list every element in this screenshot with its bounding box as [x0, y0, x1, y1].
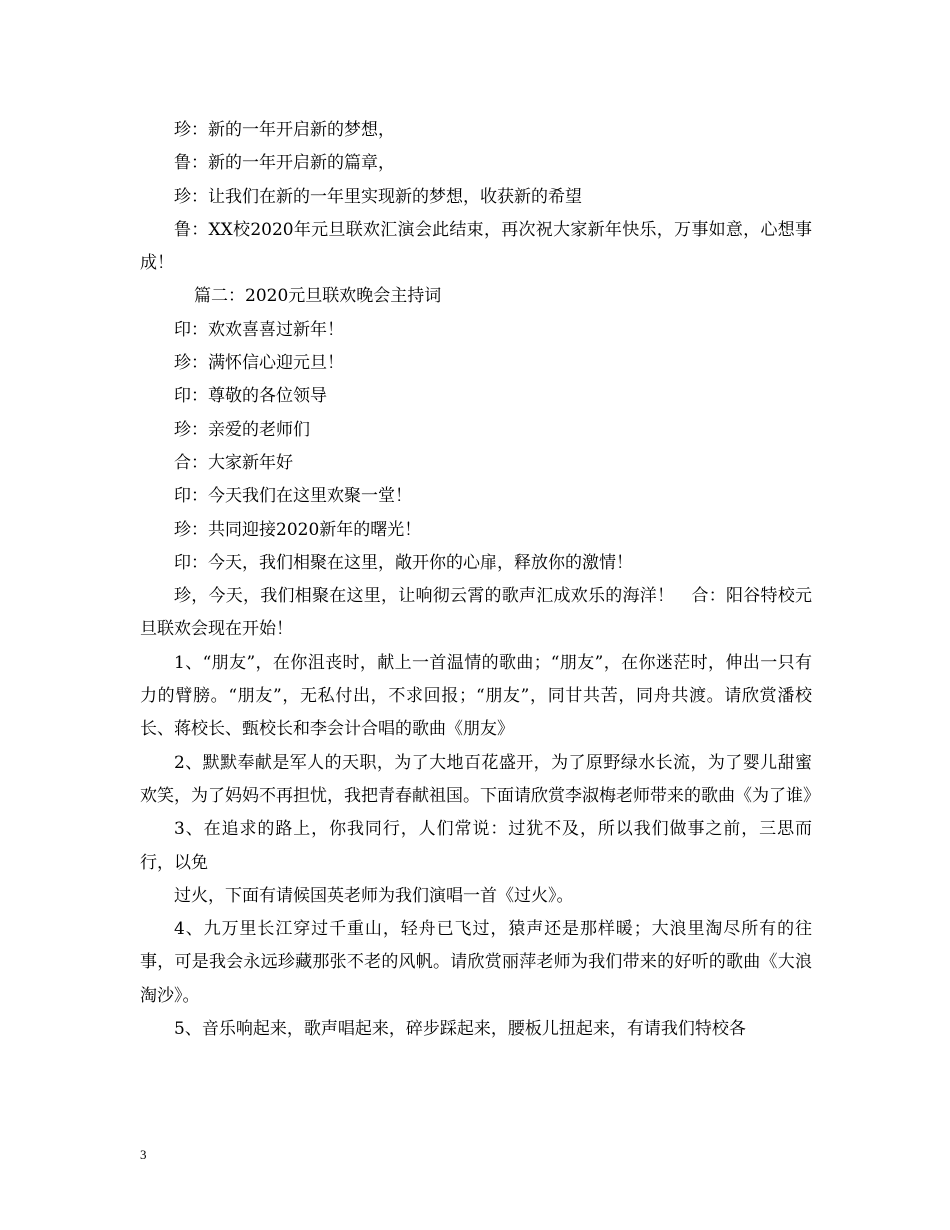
paragraph: 珍：满怀信心迎元旦！ — [174, 353, 344, 374]
paragraph: 鲁：XX校2020年元旦联欢汇演会此结束，再次祝大家新年快乐，万事如意，心想事成！ — [140, 219, 812, 274]
section-heading: 篇二：2020元旦联欢晚会主持词 — [194, 286, 442, 307]
paragraph: 印：尊敬的各位领导 — [174, 386, 327, 407]
page-number: 3 — [140, 1147, 147, 1162]
paragraph: 印：欢欢喜喜过新年！ — [174, 319, 344, 340]
paragraph: 过火，下面有请候国英老师为我们演唱一首《过火》。 — [174, 885, 574, 906]
paragraph: 4、九万里长江穿过千重山，轻舟已飞过，猿声还是那样暖；大浪里淘尽所有的往事，可是我会永远珍藏那张不老的风帆。请欣赏丽萍老师为我们带来的好听的歌曲《大浪淘沙》。 — [140, 919, 812, 1006]
paragraph: 1、“朋友”，在你沮丧时，献上一首温情的歌曲；“朋友”，在你迷茫时，伸出一只有力的臂膀。“朋友”，无私付出，不求回报；“朋友”，同甘共苦，同舟共渡。请欣赏潘校长、蒋校长、甄校长和李会计合唱的歌曲《朋友》 — [140, 652, 812, 740]
paragraph: 5、音乐响起来，歌声唱起来，碎步踩起来，腰板儿扭起来，有请我们特校各 — [174, 1019, 746, 1040]
paragraph: 鲁：新的一年开启新的篇章， — [174, 153, 395, 174]
paragraph: 印：今天，我们相聚在这里，敞开你的心扉，释放你的激情！ — [174, 552, 633, 573]
paragraph: 珍，今天，我们相聚在这里，让响彻云霄的歌声汇成欢乐的海洋！ 合：阳谷特校元旦联欢会现在开始！ — [140, 586, 812, 640]
paragraph: 珍：共同迎接2020新年的曙光！ — [174, 519, 422, 540]
paragraph: 3、在追求的路上，你我同行，人们常说：过犹不及，所以我们做事之前，三思而行，以免 — [140, 819, 812, 873]
paragraph: 珍：亲爱的老师们 — [174, 419, 310, 440]
paragraph: 珍：让我们在新的一年里实现新的梦想，收获新的希望 — [174, 186, 582, 207]
paragraph: 珍：新的一年开启新的梦想， — [174, 120, 395, 140]
paragraph: 2、默默奉献是军人的天职，为了大地百花盛开，为了原野绿水长流，为了婴儿甜蜜欢笑，为了妈妈不再担忧，我把青春献祖国。下面请欣赏李淑梅老师带来的歌曲《为了谁》 — [140, 752, 820, 806]
document-body — [140, 114, 820, 1046]
paragraph: 合：大家新年好 — [174, 452, 293, 473]
paragraph: 印：今天我们在这里欢聚一堂！ — [174, 486, 412, 507]
